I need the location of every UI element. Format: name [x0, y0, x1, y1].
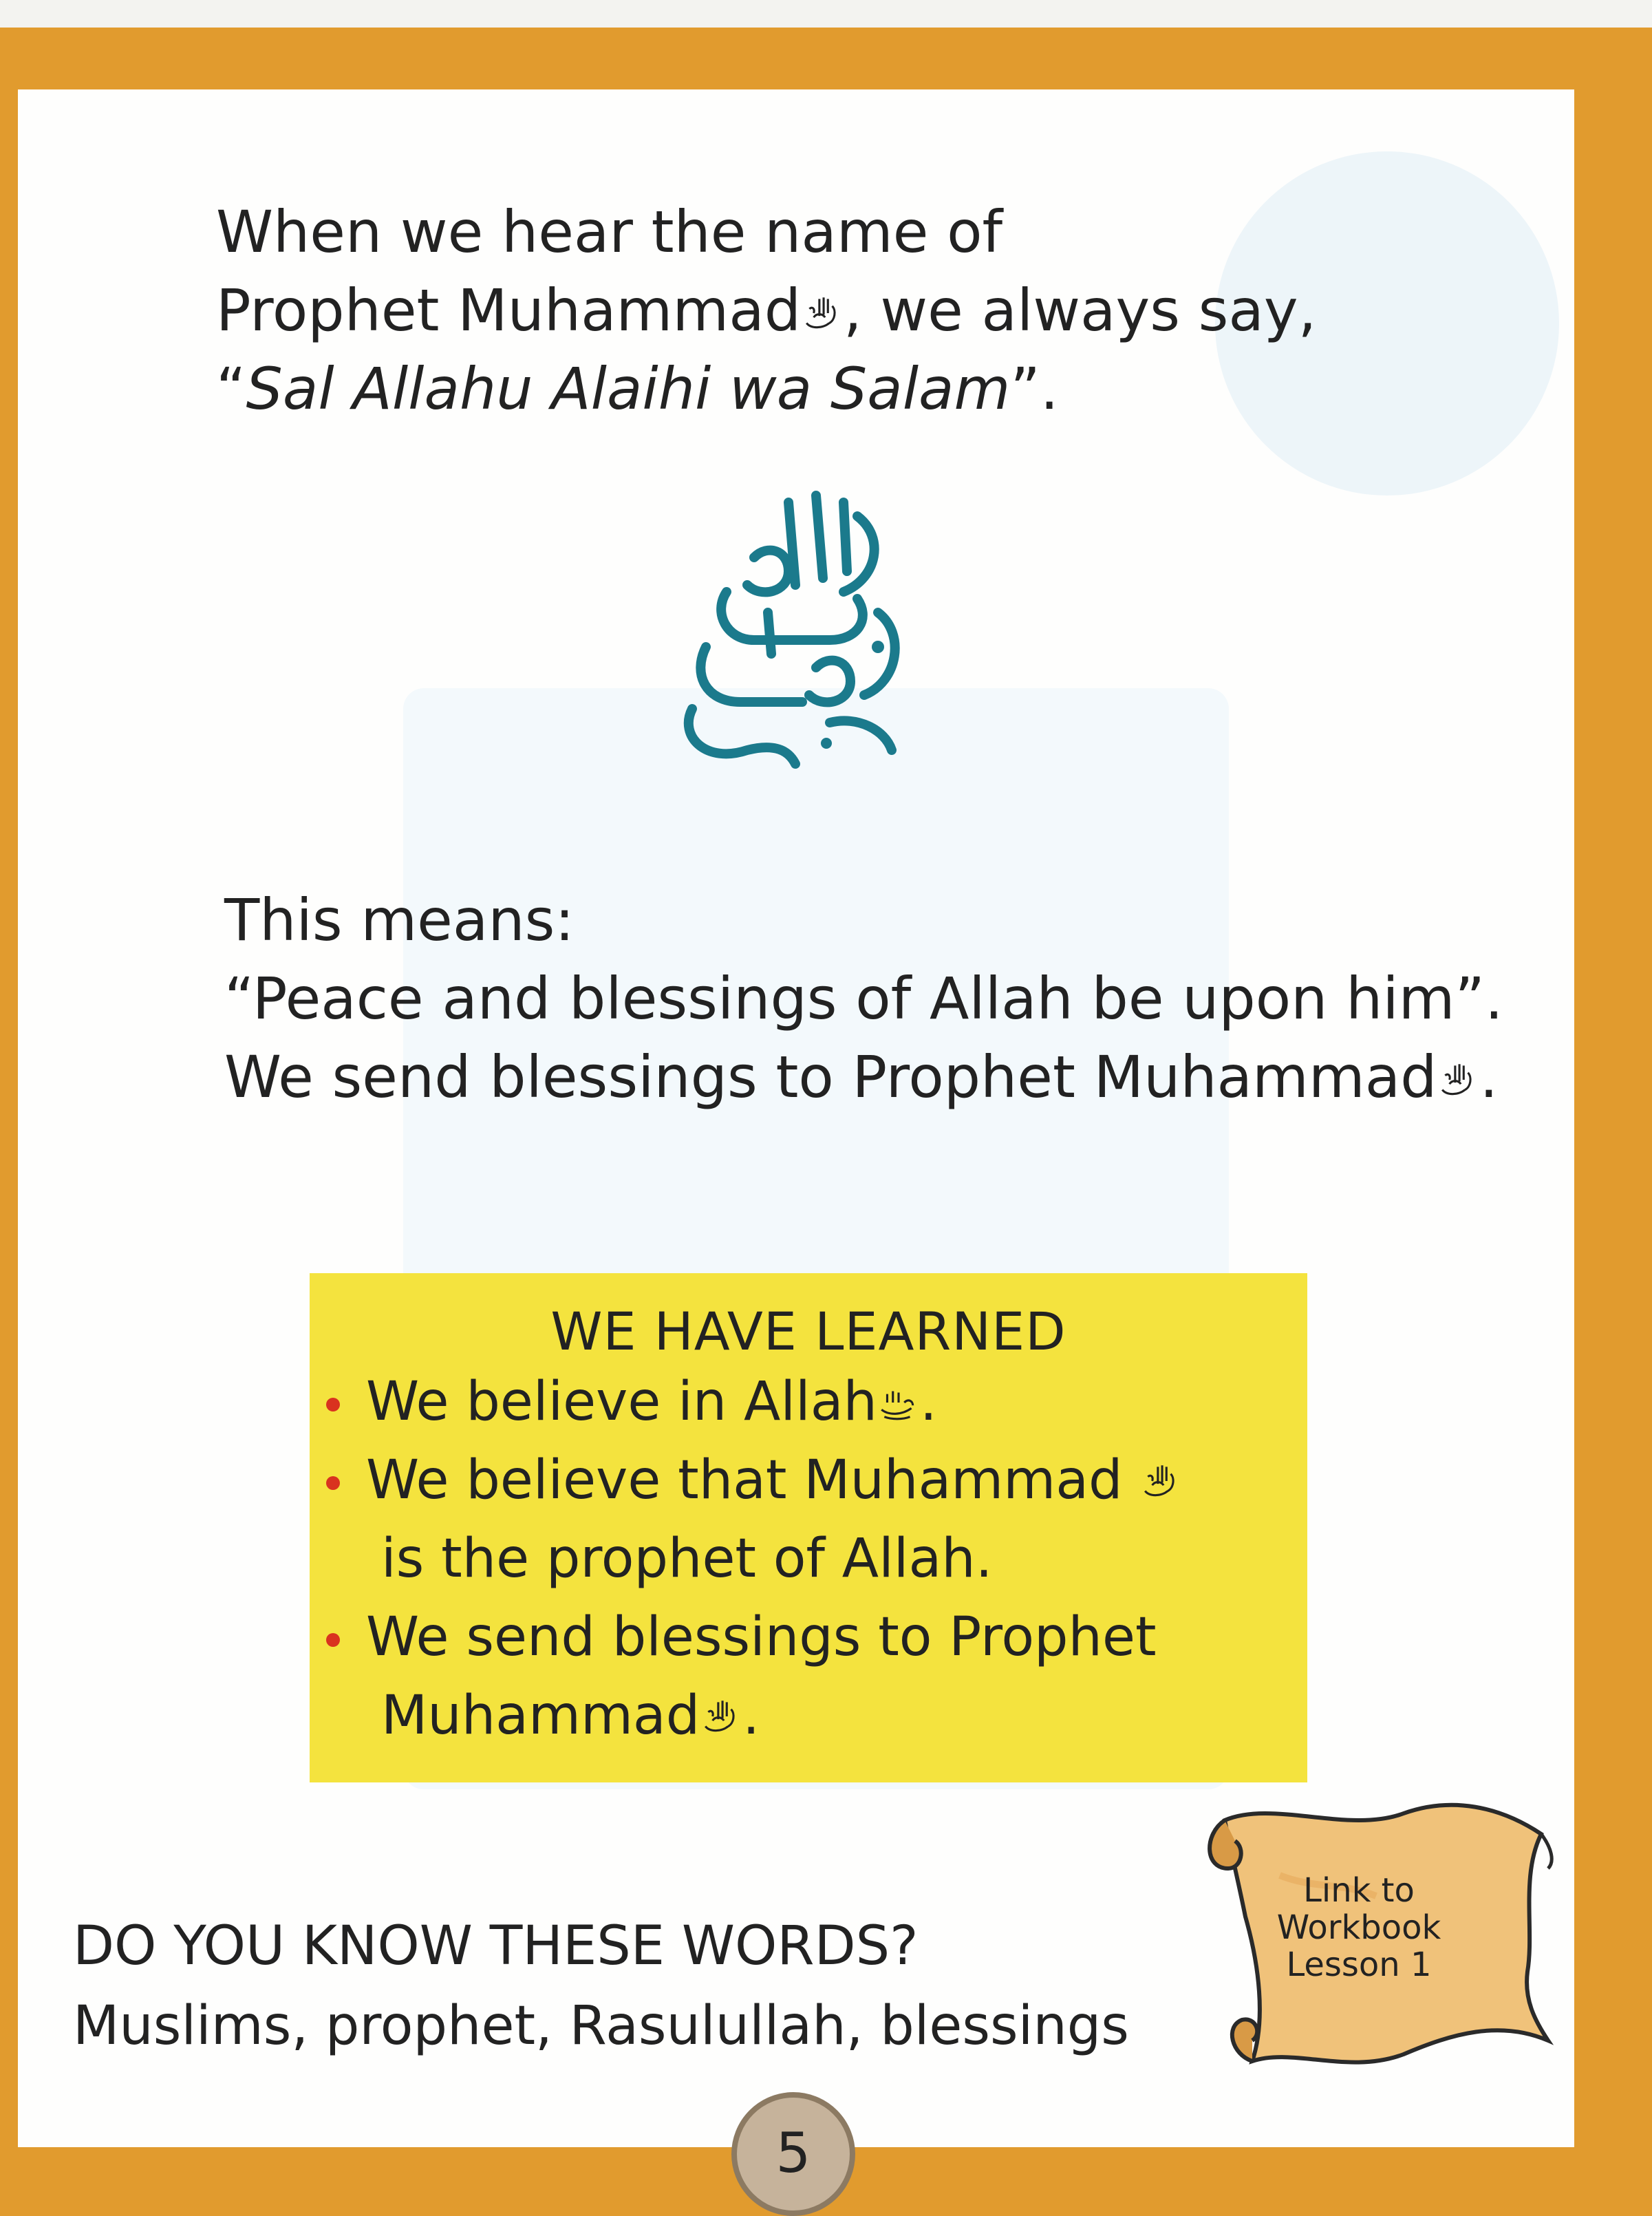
bullet-icon: [326, 1476, 340, 1490]
salawat-icon: [1139, 1460, 1182, 1502]
bullet-icon: [326, 1633, 340, 1647]
learned-summary-box: [310, 1273, 1307, 1782]
salawat-icon: [801, 292, 844, 334]
workbook-link[interactable]: Link to Workbook Lesson 1: [1276, 1871, 1441, 1984]
bullet-icon: [326, 1398, 340, 1411]
learned-item-3: We send blessings to Prophet Muhammad .: [326, 1598, 1157, 1755]
learned-title: WE HAVE LEARNED: [550, 1301, 1066, 1362]
intro-paragraph: [216, 193, 1316, 428]
learned-item-2: We believe that Muhammad is the prophet of Allah.: [326, 1441, 1182, 1598]
intro-line-3: “Sal Allahu Alaihi wa Salam”.: [216, 355, 1059, 423]
intro-line-2: Prophet Muhammad , we always say,: [216, 277, 1317, 344]
vocabulary-title: DO YOU KNOW THESE WORDS?: [73, 1915, 919, 1977]
page-number-badge: [731, 2092, 855, 2216]
salawat-calligraphy-icon: [651, 475, 954, 778]
salawat-transliteration: Sal Allahu Alaihi wa Salam: [246, 355, 1011, 423]
meaning-line-3: We send blessings to Prophet Muhammad .: [224, 1043, 1499, 1111]
salawat-icon: [700, 1695, 742, 1738]
subhanahu-icon: [877, 1381, 920, 1424]
salawat-icon: [1437, 1058, 1479, 1101]
meaning-line-2: “Peace and blessings of Allah be upon him”.: [224, 965, 1503, 1032]
page-border: [0, 28, 1652, 2216]
meaning-paragraph: [224, 881, 1503, 1116]
intro-line-1: When we hear the name of: [216, 198, 1003, 266]
page-number: 5: [775, 2121, 811, 2185]
vocabulary-list: Muslims, prophet, Rasulullah, blessings: [73, 1995, 1129, 2057]
learned-item-1: We believe in Allah .: [326, 1363, 937, 1441]
meaning-line-1: This means:: [224, 886, 575, 954]
vocabulary-section: [73, 1906, 1129, 2066]
